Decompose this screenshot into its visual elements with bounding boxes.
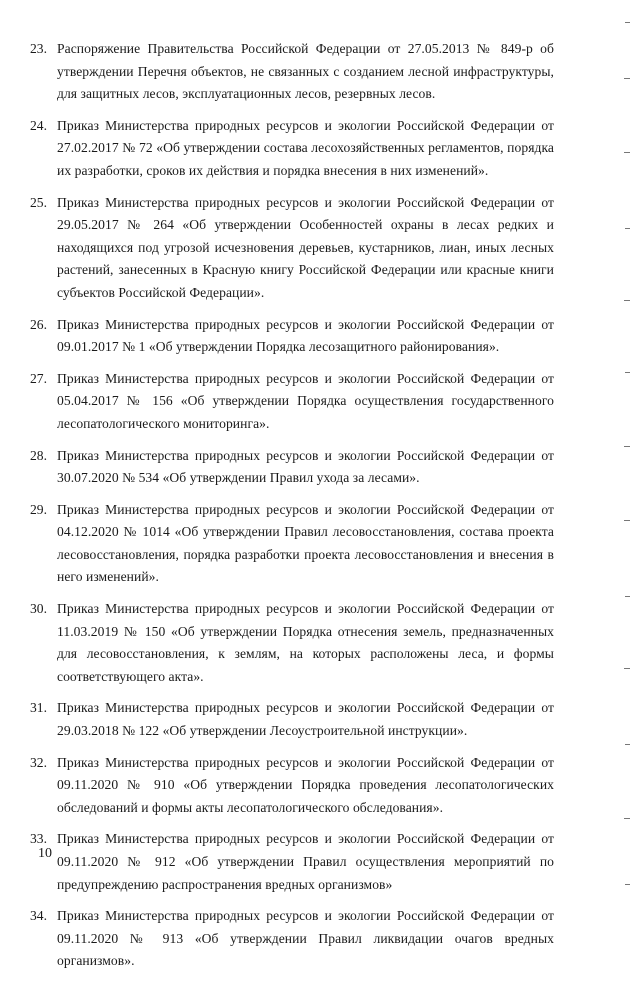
scan-mark xyxy=(625,744,630,745)
item-text: Приказ Министерства природных ресурсов и экологии Российской Федерации от 29.03.2018 № 122 «Об утверждении Лесоустроительной инструкции». xyxy=(57,700,554,739)
list-item xyxy=(30,697,554,742)
item-number: 24. xyxy=(30,117,47,133)
regulation-list xyxy=(30,38,554,982)
item-number: 29. xyxy=(30,501,47,517)
item-number: 33. xyxy=(30,831,47,847)
list-item xyxy=(30,598,554,688)
item-number: 28. xyxy=(30,447,47,463)
item-text: Приказ Министерства природных ресурсов и экологии Российской Федерации от 09.11.2020 № 913 «Об утверждении Правил ликвидации очагов вредных организмов». xyxy=(57,908,554,969)
item-text: Приказ Министерства природных ресурсов и экологии Российской Федерации от 09.11.2020 № 910 «Об утверждении Порядка проведения лесопатологических обследований и формы акты лесопатологического обследования». xyxy=(57,754,554,815)
scan-edge-marks xyxy=(610,0,640,905)
scan-mark xyxy=(625,372,630,373)
list-item xyxy=(30,828,554,896)
item-number: 31. xyxy=(30,700,47,716)
scan-mark xyxy=(625,596,630,597)
item-text: Приказ Министерства природных ресурсов и экологии Российской Федерации от 11.03.2019 № 150 «Об утверждении Порядка отнесения земель, предназначенных для лесовосстановления, к землям, на которых расположены леса, и формы соответствующего акта». xyxy=(57,601,554,684)
scan-mark xyxy=(625,22,630,23)
list-item xyxy=(30,192,554,305)
item-text: Приказ Министерства природных ресурсов и экологии Российской Федерации от 05.04.2017 № 156 «Об утверждении Порядка осуществления государственного лесопатологического мониторинга». xyxy=(57,370,554,431)
item-number: 32. xyxy=(30,754,47,770)
item-number: 30. xyxy=(30,601,47,617)
list-item xyxy=(30,38,554,106)
scan-mark xyxy=(624,446,630,447)
list-item xyxy=(30,752,554,820)
item-text: Приказ Министерства природных ресурсов и экологии Российской Федерации от 09.11.2020 № 912 «Об утверждении Правил осуществления мероприятий по предупреждению распространения вредных организмов» xyxy=(57,831,554,892)
scan-mark xyxy=(625,884,630,885)
item-number: 27. xyxy=(30,370,47,386)
list-item xyxy=(30,314,554,359)
list-item xyxy=(30,115,554,183)
item-text: Приказ Министерства природных ресурсов и экологии Российской Федерации от 30.07.2020 № 534 «Об утверждении Правил ухода за лесами». xyxy=(57,447,554,486)
item-number: 26. xyxy=(30,316,47,332)
item-text: Приказ Министерства природных ресурсов и экологии Российской Федерации от 27.02.2017 № 72 «Об утверждении состава лесохозяйственных регламентов, порядка их разработки, сроков их действия и порядка внесения в них изменений». xyxy=(57,117,554,178)
item-text: Приказ Министерства природных ресурсов и экологии Российской Федерации от 09.01.2017 № 1 «Об утверждении Порядка лесозащитного районирования». xyxy=(57,316,554,355)
list-item xyxy=(30,368,554,436)
page-number: 10 xyxy=(38,846,52,861)
item-text: Приказ Министерства природных ресурсов и экологии Российской Федерации от 04.12.2020 № 1014 «Об утверждении Правил лесовосстановления, состава проекта лесовосстановления, порядка разработки проекта лесовосстановления и внесения в него изменений». xyxy=(57,501,554,585)
list-item xyxy=(30,905,554,973)
scan-mark xyxy=(624,78,630,79)
scan-mark xyxy=(624,152,630,153)
scan-mark xyxy=(624,520,630,521)
item-number: 25. xyxy=(30,194,47,210)
scan-mark xyxy=(624,668,630,669)
scan-mark xyxy=(624,818,630,819)
scan-mark xyxy=(625,228,630,229)
scan-mark xyxy=(624,300,630,301)
item-text: Приказ Министерства природных ресурсов и экологии Российской Федерации от 29.05.2017 № 264 «Об утверждении Особенностей охраны в лесах редких и находящихся под угрозой исчезновения деревьев, кустарников, лиан, иных лесных растений, занесенных в Красную книгу Российской Федерации или красные книги субъектов Российской Федерации». xyxy=(57,194,554,300)
item-number: 34. xyxy=(30,908,47,924)
item-number: 23. xyxy=(30,41,47,56)
list-item xyxy=(30,499,554,589)
list-item xyxy=(30,445,554,490)
item-text: Распоряжение Правительства Российской Федерации от 27.05.2013 № 849-р об утверждении Перечня объектов, не связанных с созданием лесной инфраструктуры, для защитных лесов, эксплуатационных лесов, резервных лесов. xyxy=(57,41,554,102)
